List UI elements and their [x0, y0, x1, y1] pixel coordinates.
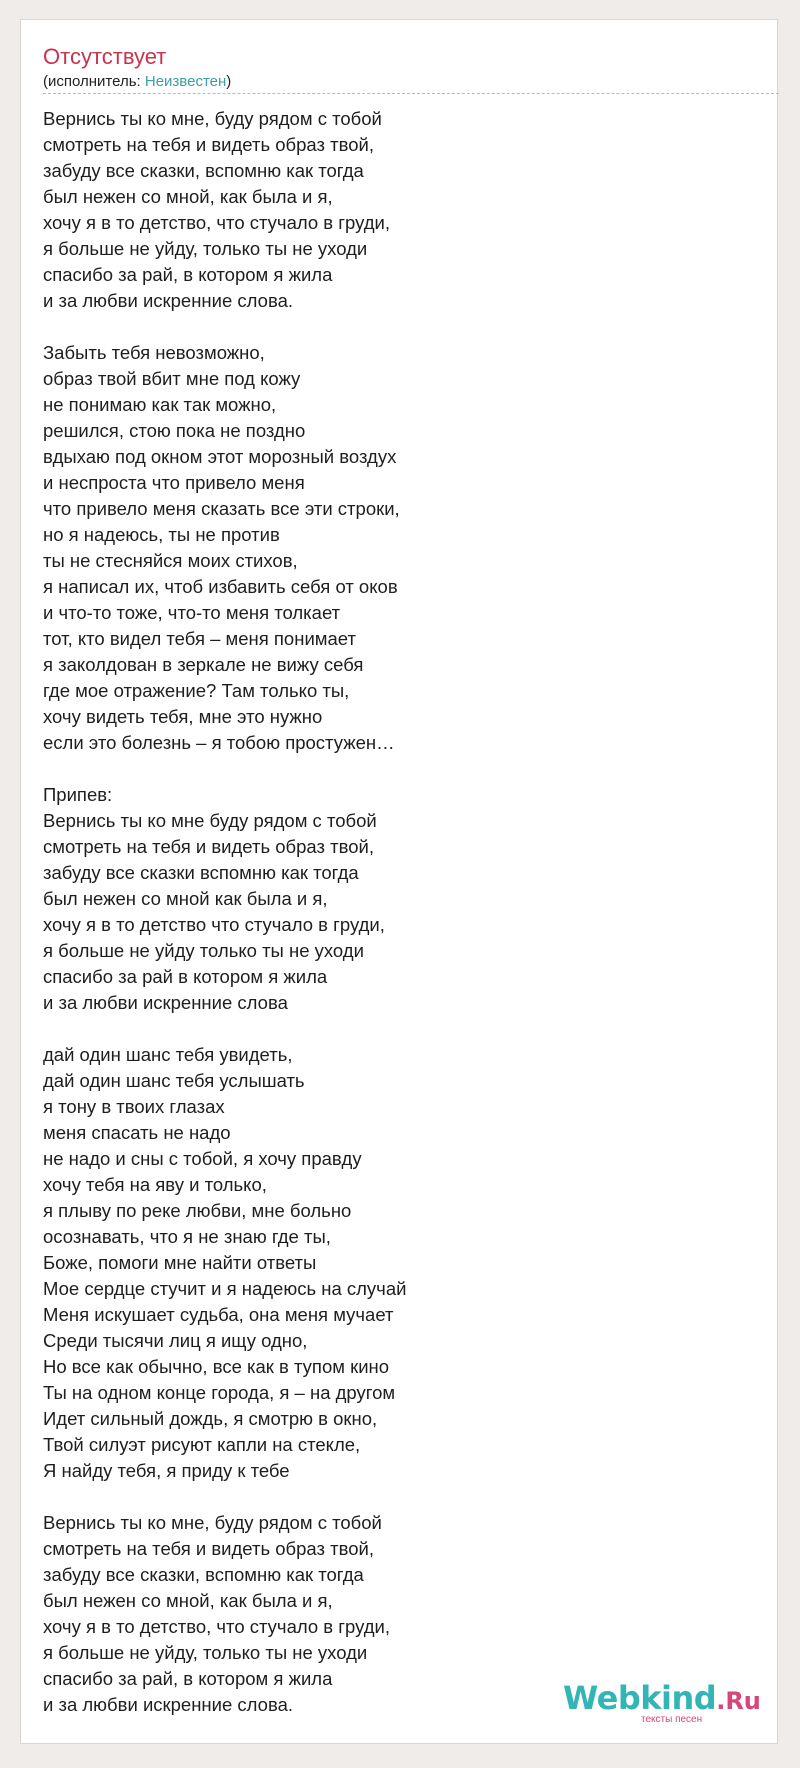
lyrics-line: Идет сильный дождь, я смотрю в окно, — [43, 1408, 378, 1429]
lyrics-line: что привело меня сказать все эти строки, — [43, 498, 400, 519]
lyrics-line: решился, стою пока не поздно — [43, 420, 306, 441]
lyrics-line: хочу видеть тебя, мне это нужно — [43, 706, 323, 727]
lyrics-body — [43, 106, 763, 1744]
logo-tagline: тексты песен — [641, 1714, 703, 1725]
lyrics-line: если это болезнь – я тобою простужен… — [43, 732, 395, 753]
lyrics-line: и что-то тоже, что-то меня толкает — [43, 602, 341, 623]
lyrics-stanza — [43, 106, 763, 314]
lyrics-line: я плыву по реке любви, мне больно — [43, 1200, 352, 1221]
lyrics-line: и за любви искренние слова. — [43, 290, 293, 311]
artist-link[interactable]: Неизвестен — [144, 73, 227, 90]
lyrics-line: я больше не уйду только ты не уходи — [43, 940, 364, 961]
lyrics-line: и за любви искренние слова — [43, 992, 288, 1013]
dashed-divider — [43, 93, 779, 94]
lyrics-line: Вернись ты ко мне, буду рядом с тобой — [43, 1512, 382, 1533]
lyrics-line: где мое отражение? Там только ты, — [43, 680, 350, 701]
lyrics-line: был нежен со мной, как была и я, — [43, 1590, 333, 1611]
lyrics-line: я заколдован в зеркале не вижу себя — [43, 654, 364, 675]
lyrics-line: дай один шанс тебя услышать — [43, 1070, 305, 1091]
lyrics-line: меня спасать не надо — [43, 1122, 231, 1143]
lyrics-line: хочу я в то детство что стучало в груди, — [43, 914, 385, 935]
lyrics-line: хочу тебя на яву и только, — [43, 1174, 267, 1195]
lyrics-line: спасибо за рай в котором я жила — [43, 966, 328, 987]
lyrics-stanza — [43, 1042, 763, 1484]
lyrics-stanza — [43, 340, 763, 756]
lyrics-line: и неспроста что привело меня — [43, 472, 305, 493]
lyrics-line: Ты на одном конце города, я – на другом — [43, 1382, 396, 1403]
lyrics-line: Боже, помоги мне найти ответы — [43, 1252, 317, 1273]
lyrics-line: тот, кто видел тебя – меня понимает — [43, 628, 356, 649]
artist-suffix: ) — [226, 73, 232, 90]
lyrics-line: я тону в твоих глазах — [43, 1096, 225, 1117]
lyrics-line: был нежен со мной как была и я, — [43, 888, 328, 909]
lyrics-line: спасибо за рай, в котором я жила — [43, 1668, 333, 1689]
lyrics-line: смотреть на тебя и видеть образ твой, — [43, 836, 374, 857]
artist-line — [43, 73, 231, 91]
lyrics-line: Твой силуэт рисуют капли на стекле, — [43, 1434, 361, 1455]
lyrics-line: осознавать, что я не знаю где ты, — [43, 1226, 331, 1247]
lyrics-line: спасибо за рай, в котором я жила — [43, 264, 333, 285]
lyrics-line: забуду все сказки вспомню как тогда — [43, 862, 359, 883]
lyrics-line: смотреть на тебя и видеть образ твой, — [43, 1538, 374, 1559]
lyrics-line: образ твой вбит мне под кожу — [43, 368, 301, 389]
lyrics-line: Вернись ты ко мне буду рядом с тобой — [43, 810, 377, 831]
lyrics-line: хочу я в то детство, что стучало в груди, — [43, 212, 390, 233]
lyrics-line: но я надеюсь, ты не против — [43, 524, 280, 545]
lyrics-line: Меня искушает судьба, она меня мучает — [43, 1304, 394, 1325]
site-logo[interactable] — [563, 1679, 761, 1717]
lyrics-line: Но все как обычно, все как в тупом кино — [43, 1356, 390, 1377]
lyrics-line: Забыть тебя невозможно, — [43, 342, 265, 363]
lyrics-line: я написал их, чтоб избавить себя от оков — [43, 576, 398, 597]
logo-domain: .Ru — [716, 1687, 761, 1715]
lyrics-line: не надо и сны с тобой, я хочу правду — [43, 1148, 362, 1169]
lyrics-line: ты не стесняйся моих стихов, — [43, 550, 298, 571]
logo-wordmark: Webkind — [563, 1679, 717, 1717]
lyrics-line: Вернись ты ко мне, буду рядом с тобой — [43, 108, 382, 129]
lyrics-line: я больше не уйду, только ты не уходи — [43, 1642, 368, 1663]
lyrics-line: и за любви искренние слова. — [43, 1694, 293, 1715]
artist-prefix: (исполнитель: — [43, 73, 145, 90]
lyrics-line: смотреть на тебя и видеть образ твой, — [43, 134, 374, 155]
lyrics-line: я больше не уйду, только ты не уходи — [43, 238, 368, 259]
lyrics-line: вдыхаю под окном этот морозный воздух — [43, 446, 397, 467]
lyrics-line: Я найду тебя, я приду к тебе — [43, 1460, 290, 1481]
song-title: Отсутствует — [43, 44, 167, 69]
lyrics-stanza — [43, 782, 763, 1016]
lyrics-line: не понимаю как так можно, — [43, 394, 277, 415]
lyrics-line: Припев: — [43, 784, 113, 805]
lyrics-line: забуду все сказки, вспомню как тогда — [43, 1564, 364, 1585]
lyrics-line: Среди тысячи лиц я ищу одно, — [43, 1330, 308, 1351]
lyrics-line: дай один шанс тебя увидеть, — [43, 1044, 293, 1065]
lyrics-line: был нежен со мной, как была и я, — [43, 186, 333, 207]
lyrics-card — [20, 19, 778, 1744]
lyrics-line: Мое сердце стучит и я надеюсь на случай — [43, 1278, 407, 1299]
lyrics-line: хочу я в то детство, что стучало в груди, — [43, 1616, 390, 1637]
lyrics-line: забуду все сказки, вспомню как тогда — [43, 160, 364, 181]
